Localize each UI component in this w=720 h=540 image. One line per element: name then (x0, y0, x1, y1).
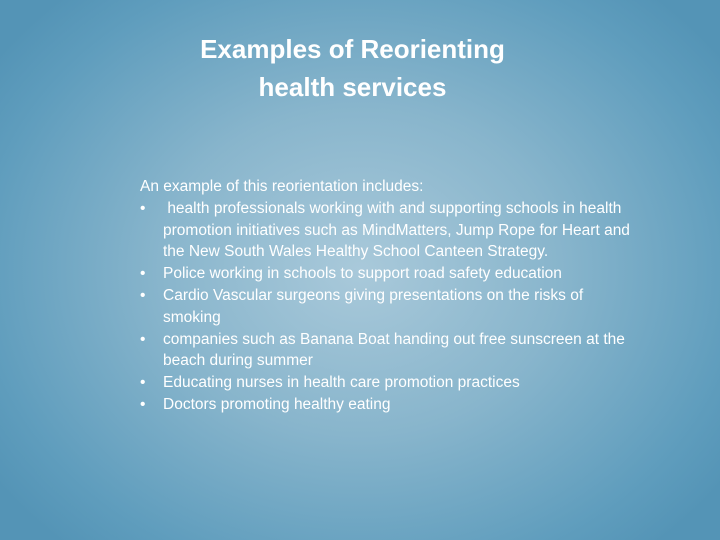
list-item-text: Educating nurses in health care promotion practices (163, 374, 520, 392)
list-item (140, 329, 640, 373)
list-item-text: Police working in schools to support road safety education (163, 265, 562, 283)
bullet-icon: • (140, 286, 146, 304)
list-item (140, 372, 640, 394)
list-item (140, 285, 640, 329)
list-item-text: health professionals working with and supporting schools in health promotion initiatives such as MindMatters, Jump Rope for Heart and the New South Wales Healthy School Canteen Strategy. (163, 199, 635, 261)
bullet-icon: • (140, 330, 146, 348)
list-item (140, 263, 640, 285)
list-item-text: Cardio Vascular surgeons giving presentations on the risks of smoking (163, 286, 584, 326)
slide-body (140, 176, 640, 416)
title-line-1: Examples of Reorienting (200, 34, 505, 64)
title-line-2: health services (258, 72, 447, 102)
bullet-icon: • (140, 265, 146, 283)
list-item-text: Doctors promoting healthy eating (163, 395, 391, 413)
bullet-icon: • (140, 199, 146, 217)
slide-title (150, 30, 555, 106)
bullet-icon: • (140, 395, 146, 413)
bullet-icon: • (140, 374, 146, 392)
list-item (140, 198, 640, 263)
intro-text: An example of this reorientation includes: (140, 178, 424, 195)
bullet-list (140, 198, 640, 416)
list-item (140, 394, 640, 416)
list-item-text: companies such as Banana Boat handing out free sunscreen at the beach during summer (163, 330, 625, 370)
